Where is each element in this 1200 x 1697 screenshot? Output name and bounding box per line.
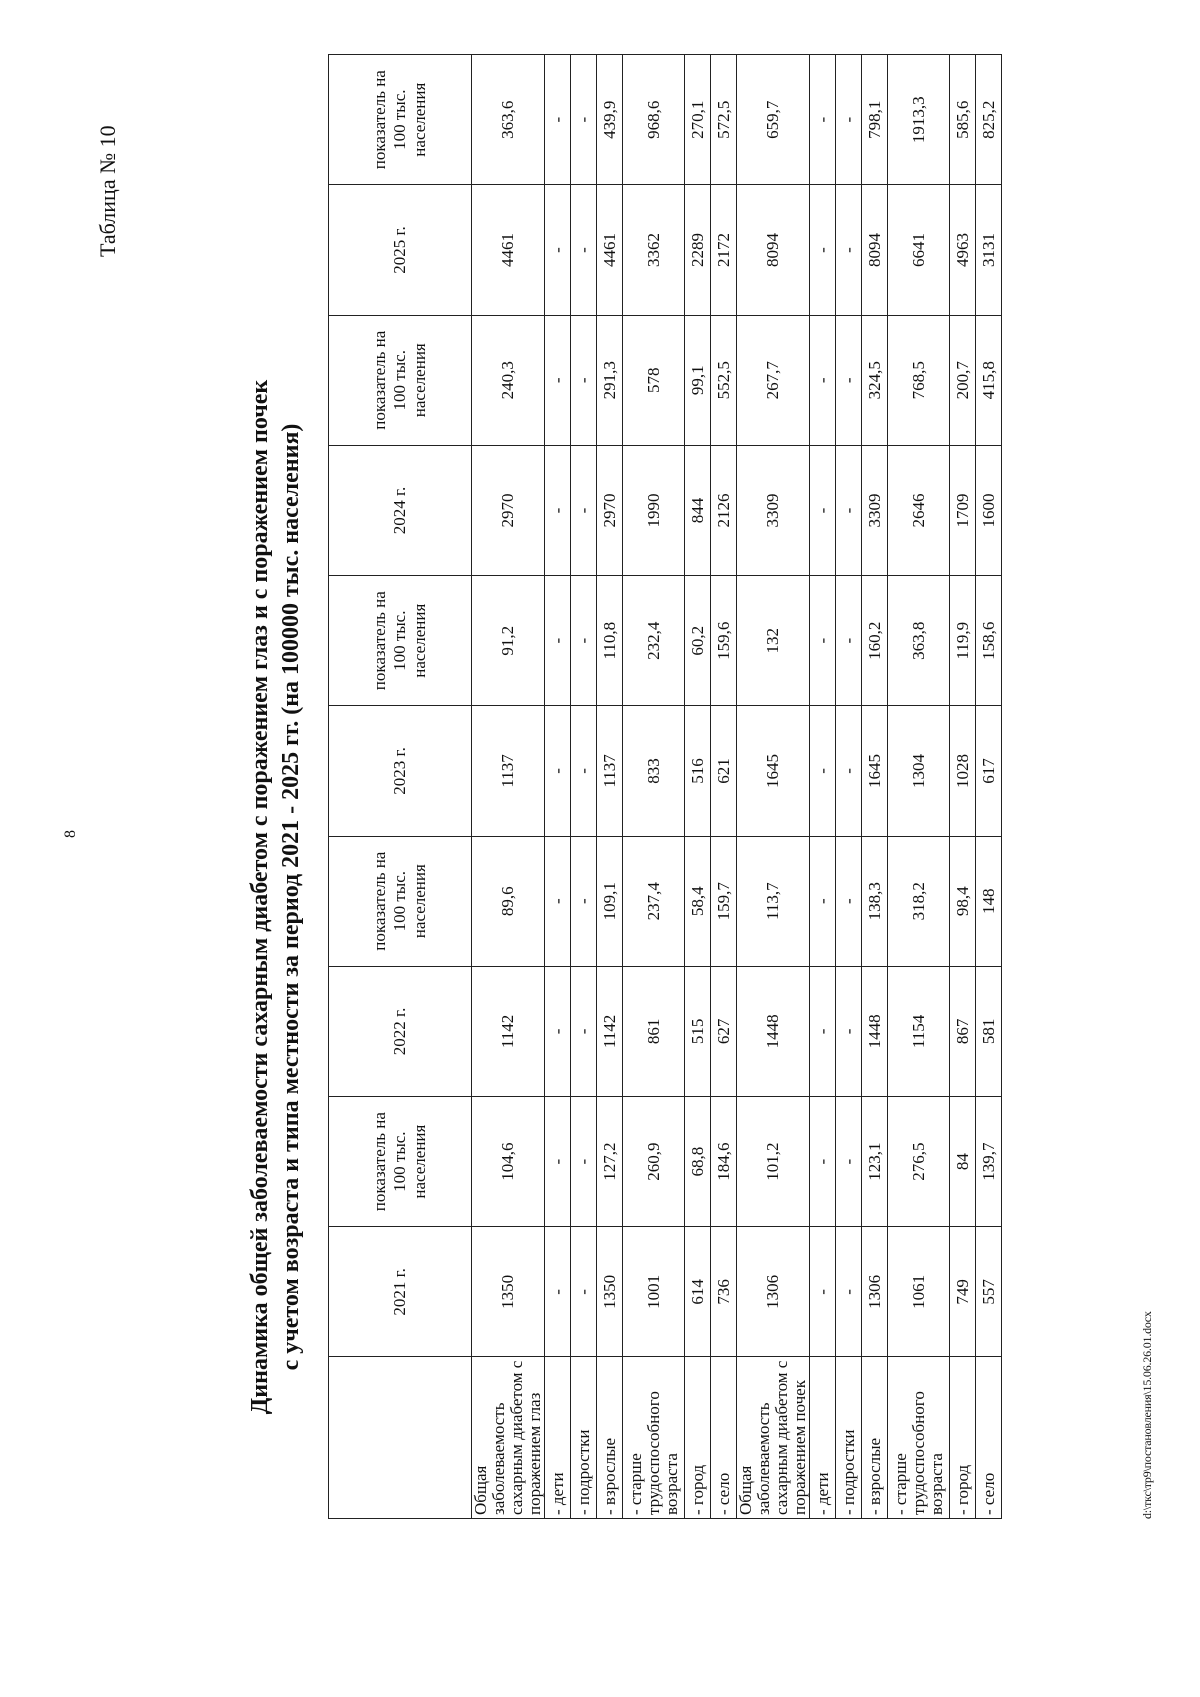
value-cell: 276,5 — [888, 1097, 950, 1227]
table-row — [711, 55, 737, 1519]
value-cell: 2172 — [711, 185, 737, 315]
value-cell: - — [836, 445, 862, 575]
table-row — [472, 55, 545, 1519]
value-cell: 581 — [976, 966, 1002, 1096]
value-cell: - — [836, 836, 862, 966]
header-cell: показатель на 100 тыс. населения — [329, 836, 472, 966]
value-cell: 127,2 — [597, 1097, 623, 1227]
value-cell: 1448 — [737, 966, 810, 1096]
value-cell: 89,6 — [472, 836, 545, 966]
value-cell: 585,6 — [950, 55, 976, 185]
value-cell: 240,3 — [472, 315, 545, 445]
value-cell: - — [571, 315, 597, 445]
header-cell: 2024 г. — [329, 445, 472, 575]
row-label-cell: - подростки — [836, 1357, 862, 1519]
title-line-1: Динамика общей заболеваемости сахарным диабетом с поражением глаз и с поражением почек — [247, 379, 273, 1415]
value-cell: 2970 — [472, 445, 545, 575]
row-label-cell: - село — [976, 1357, 1002, 1519]
value-cell: 3131 — [976, 185, 1002, 315]
value-cell: - — [836, 706, 862, 836]
value-cell: 270,1 — [685, 55, 711, 185]
value-cell: 99,1 — [685, 315, 711, 445]
row-label-cell: - подростки — [571, 1357, 597, 1519]
value-cell: 1645 — [862, 706, 888, 836]
header-cell: показатель на 100 тыс. населения — [329, 315, 472, 445]
value-cell: 1142 — [597, 966, 623, 1096]
value-cell: - — [571, 966, 597, 1096]
value-cell: 60,2 — [685, 576, 711, 706]
value-cell: 159,7 — [711, 836, 737, 966]
row-label-cell: - город — [950, 1357, 976, 1519]
row-label-cell: Общая заболеваемость сахарным диабетом с поражением почек — [737, 1357, 810, 1519]
value-cell: 627 — [711, 966, 737, 1096]
value-cell: - — [836, 576, 862, 706]
table-row — [597, 55, 623, 1519]
value-cell: - — [545, 1227, 571, 1357]
value-cell: 123,1 — [862, 1097, 888, 1227]
value-cell: - — [836, 185, 862, 315]
value-cell: - — [810, 966, 836, 1096]
value-cell: 113,7 — [737, 836, 810, 966]
table-label: Таблица № 10 — [95, 125, 120, 257]
row-label-cell: - старше трудоспособного возраста — [623, 1357, 685, 1519]
value-cell: - — [571, 576, 597, 706]
value-cell: 1448 — [862, 966, 888, 1096]
value-cell: 68,8 — [685, 1097, 711, 1227]
value-cell: 91,2 — [472, 576, 545, 706]
value-cell: 6641 — [888, 185, 950, 315]
value-cell: - — [836, 315, 862, 445]
title-line-2: с учетом возраста и типа местности за период 2021 - 2025 гг. (на 100000 тыс. населения) — [278, 423, 304, 1371]
header-cell: показатель на 100 тыс. населения — [329, 55, 472, 185]
value-cell: 578 — [623, 315, 685, 445]
table-row — [685, 55, 711, 1519]
value-cell: 572,5 — [711, 55, 737, 185]
value-cell: 1645 — [737, 706, 810, 836]
value-cell: 4461 — [472, 185, 545, 315]
value-cell: 184,6 — [711, 1097, 737, 1227]
value-cell: 968,6 — [623, 55, 685, 185]
value-cell: 2646 — [888, 445, 950, 575]
value-cell: 736 — [711, 1227, 737, 1357]
table-row — [810, 55, 836, 1519]
value-cell: - — [545, 836, 571, 966]
value-cell: 1990 — [623, 445, 685, 575]
value-cell: 2289 — [685, 185, 711, 315]
value-cell: 132 — [737, 576, 810, 706]
value-cell: 1137 — [472, 706, 545, 836]
value-cell: 138,3 — [862, 836, 888, 966]
value-cell: 1142 — [472, 966, 545, 1096]
value-cell: - — [545, 185, 571, 315]
row-label-cell: - город — [685, 1357, 711, 1519]
value-cell: 1709 — [950, 445, 976, 575]
value-cell: - — [545, 445, 571, 575]
table-title — [245, 247, 307, 1547]
table-row — [836, 55, 862, 1519]
value-cell: - — [545, 1097, 571, 1227]
value-cell: 1137 — [597, 706, 623, 836]
value-cell: 844 — [685, 445, 711, 575]
value-cell: 867 — [950, 966, 976, 1096]
value-cell: 439,9 — [597, 55, 623, 185]
value-cell: 1913,3 — [888, 55, 950, 185]
value-cell: 8094 — [737, 185, 810, 315]
value-cell: 798,1 — [862, 55, 888, 185]
value-cell: 2970 — [597, 445, 623, 575]
value-cell: 363,8 — [888, 576, 950, 706]
value-cell: 749 — [950, 1227, 976, 1357]
value-cell: 200,7 — [950, 315, 976, 445]
table-row — [888, 55, 950, 1519]
value-cell: - — [545, 706, 571, 836]
incidence-table — [328, 54, 1002, 1519]
value-cell: 232,4 — [623, 576, 685, 706]
value-cell: - — [810, 1227, 836, 1357]
value-cell: 3362 — [623, 185, 685, 315]
header-cell — [329, 1357, 472, 1519]
value-cell: - — [836, 966, 862, 1096]
value-cell: 160,2 — [862, 576, 888, 706]
value-cell: 267,7 — [737, 315, 810, 445]
value-cell: 768,5 — [888, 315, 950, 445]
header-cell: 2022 г. — [329, 966, 472, 1096]
value-cell: 237,4 — [623, 836, 685, 966]
value-cell: 318,2 — [888, 836, 950, 966]
value-cell: 110,8 — [597, 576, 623, 706]
value-cell: 552,5 — [711, 315, 737, 445]
value-cell: 1154 — [888, 966, 950, 1096]
value-cell: - — [545, 966, 571, 1096]
row-label-cell: Общая заболеваемость сахарным диабетом с поражением глаз — [472, 1357, 545, 1519]
value-cell: 1061 — [888, 1227, 950, 1357]
value-cell: - — [836, 55, 862, 185]
value-cell: - — [810, 185, 836, 315]
value-cell: 825,2 — [976, 55, 1002, 185]
value-cell: 614 — [685, 1227, 711, 1357]
value-cell: 1350 — [597, 1227, 623, 1357]
value-cell: - — [810, 836, 836, 966]
value-cell: 139,7 — [976, 1097, 1002, 1227]
value-cell: 1001 — [623, 1227, 685, 1357]
value-cell: 260,9 — [623, 1097, 685, 1227]
header-cell: показатель на 100 тыс. населения — [329, 1097, 472, 1227]
table-row — [571, 55, 597, 1519]
row-label-cell: - взрослые — [862, 1357, 888, 1519]
value-cell: - — [571, 1227, 597, 1357]
value-cell: 8094 — [862, 185, 888, 315]
header-cell: показатель на 100 тыс. населения — [329, 576, 472, 706]
value-cell: 415,8 — [976, 315, 1002, 445]
value-cell: 101,2 — [737, 1097, 810, 1227]
value-cell: 557 — [976, 1227, 1002, 1357]
page-number: 8 — [62, 830, 79, 838]
value-cell: 148 — [976, 836, 1002, 966]
value-cell: - — [571, 836, 597, 966]
row-label-cell: - старше трудоспособного возраста — [888, 1357, 950, 1519]
value-cell: 3309 — [862, 445, 888, 575]
value-cell: - — [810, 576, 836, 706]
row-label-cell: - дети — [810, 1357, 836, 1519]
table-row — [737, 55, 810, 1519]
value-cell: 363,6 — [472, 55, 545, 185]
table-row — [623, 55, 685, 1519]
value-cell: 659,7 — [737, 55, 810, 185]
value-cell: - — [836, 1097, 862, 1227]
value-cell: 291,3 — [597, 315, 623, 445]
table-row — [862, 55, 888, 1519]
value-cell: 515 — [685, 966, 711, 1096]
value-cell: 1028 — [950, 706, 976, 836]
table-row — [976, 55, 1002, 1519]
value-cell: 324,5 — [862, 315, 888, 445]
row-label-cell: - взрослые — [597, 1357, 623, 1519]
value-cell: - — [810, 706, 836, 836]
value-cell: 159,6 — [711, 576, 737, 706]
value-cell: - — [571, 706, 597, 836]
value-cell: 58,4 — [685, 836, 711, 966]
value-cell: 861 — [623, 966, 685, 1096]
value-cell: - — [810, 55, 836, 185]
value-cell: - — [571, 1097, 597, 1227]
value-cell: - — [545, 55, 571, 185]
value-cell: 98,4 — [950, 836, 976, 966]
value-cell: 621 — [711, 706, 737, 836]
header-cell: 2025 г. — [329, 185, 472, 315]
value-cell: - — [545, 315, 571, 445]
value-cell: - — [571, 55, 597, 185]
value-cell: 104,6 — [472, 1097, 545, 1227]
value-cell: - — [810, 315, 836, 445]
value-cell: 1304 — [888, 706, 950, 836]
row-label-cell: - село — [711, 1357, 737, 1519]
value-cell: - — [571, 185, 597, 315]
value-cell: - — [810, 445, 836, 575]
value-cell: 3309 — [737, 445, 810, 575]
value-cell: 1306 — [862, 1227, 888, 1357]
table-body — [472, 55, 1002, 1519]
value-cell: - — [545, 576, 571, 706]
value-cell: 84 — [950, 1097, 976, 1227]
value-cell: 2126 — [711, 445, 737, 575]
value-cell: 833 — [623, 706, 685, 836]
value-cell: 119,9 — [950, 576, 976, 706]
value-cell: 1600 — [976, 445, 1002, 575]
value-cell: 1350 — [472, 1227, 545, 1357]
header-cell: 2021 г. — [329, 1227, 472, 1357]
header-row — [329, 55, 472, 1519]
header-cell: 2023 г. — [329, 706, 472, 836]
value-cell: 109,1 — [597, 836, 623, 966]
value-cell: 4963 — [950, 185, 976, 315]
value-cell: 4461 — [597, 185, 623, 315]
value-cell: - — [571, 445, 597, 575]
value-cell: - — [810, 1097, 836, 1227]
value-cell: 617 — [976, 706, 1002, 836]
value-cell: 158,6 — [976, 576, 1002, 706]
value-cell: - — [836, 1227, 862, 1357]
value-cell: 1306 — [737, 1227, 810, 1357]
file-path-footer: d:\ткс\тр9\постановления\15.06.26.01.docx — [1140, 1311, 1154, 1519]
row-label-cell: - дети — [545, 1357, 571, 1519]
table-row — [950, 55, 976, 1519]
value-cell: 516 — [685, 706, 711, 836]
table-row — [545, 55, 571, 1519]
